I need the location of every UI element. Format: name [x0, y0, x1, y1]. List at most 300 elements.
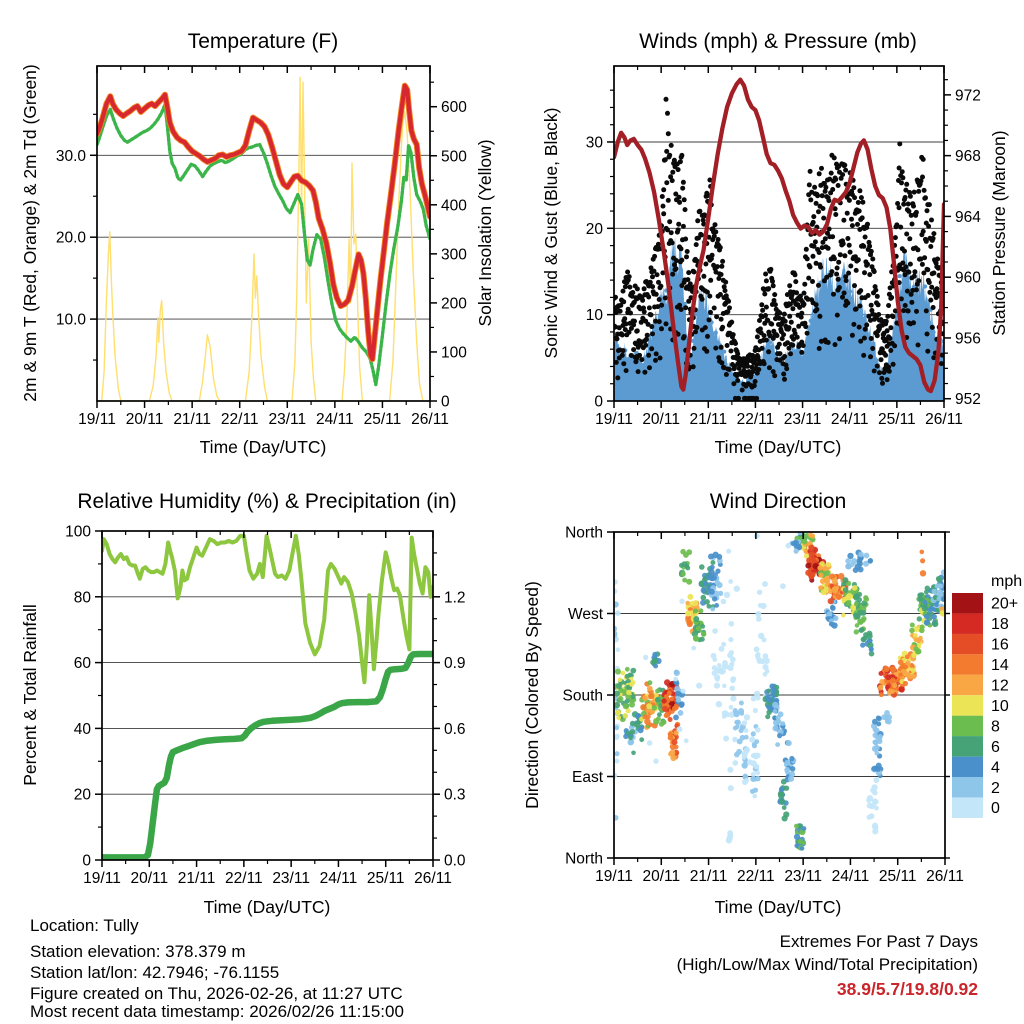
direction-dot: [920, 550, 925, 555]
gust-dot: [679, 258, 684, 263]
tick-label: 600: [441, 99, 467, 117]
direction-dot: [638, 727, 644, 733]
gust-dot: [704, 349, 709, 354]
gust-dot: [679, 307, 684, 312]
gust-dot: [767, 365, 772, 370]
tick-label: 19/11: [78, 411, 116, 428]
direction-dot: [836, 594, 842, 600]
gust-dot: [766, 349, 771, 354]
gust-dot: [667, 153, 672, 158]
gust-dot: [866, 293, 871, 298]
tick-label: 25/11: [878, 868, 917, 885]
gust-dot: [678, 159, 683, 164]
wind-dot: [690, 373, 694, 377]
direction-dot: [785, 543, 791, 549]
gust-dot: [821, 216, 826, 221]
gust-dot: [756, 367, 761, 372]
direction-dot: [798, 839, 803, 844]
gust-dot: [912, 274, 917, 279]
direction-dot: [874, 777, 880, 783]
tick-label: 23/11: [784, 868, 822, 885]
gust-dot: [916, 343, 921, 348]
direction-dot: [625, 667, 630, 672]
gust-dot: [849, 217, 854, 222]
direction-dot: [920, 570, 926, 576]
gust-dot: [682, 197, 687, 202]
gust-dot: [922, 188, 927, 193]
gust-dot: [834, 272, 839, 277]
direction-dot: [648, 693, 654, 699]
direction-dot: [671, 739, 677, 745]
direction-dot: [899, 686, 905, 692]
footer-created: Figure created on Thu, 2026-02-26, at 11:27 UTC: [30, 984, 403, 1003]
gust-dot: [803, 324, 808, 329]
gust-dot: [635, 328, 640, 333]
gust-dot: [923, 195, 928, 200]
direction-dot: [739, 728, 744, 733]
series-total-rainfall: [102, 654, 433, 857]
gust-dot: [816, 209, 821, 214]
direction-dot: [939, 584, 944, 589]
direction-dot: [875, 751, 880, 756]
tick-label: 100: [65, 523, 91, 541]
gust-dot: [783, 319, 788, 324]
gust-dot: [660, 194, 665, 199]
gust-dot: [908, 194, 913, 199]
gust-dot: [703, 262, 708, 267]
direction-dot: [643, 655, 648, 660]
tick-label: 400: [441, 197, 467, 215]
tick-label: 20.0: [55, 229, 86, 247]
wind-dot: [628, 359, 632, 363]
direction-dot: [789, 771, 795, 777]
direction-dot: [774, 693, 779, 698]
direction-dot: [802, 826, 807, 831]
gust-dot: [719, 272, 724, 277]
direction-dot: [653, 758, 658, 763]
gust-dot: [650, 331, 655, 336]
direction-dot: [614, 725, 619, 730]
gust-dot: [762, 333, 767, 338]
direction-dot: [755, 727, 761, 733]
wind-dot: [695, 367, 699, 371]
tick-label: West: [567, 606, 603, 623]
gust-dot: [789, 320, 794, 325]
direction-dot: [905, 672, 911, 678]
footer-timestamp: Most recent data timestamp: 2026/02/26 11:15:00: [30, 1002, 404, 1021]
gust-dot: [929, 218, 934, 223]
direction-dot: [755, 653, 760, 658]
gust-dot: [837, 285, 842, 290]
tick-label: 1.2: [444, 589, 466, 607]
gust-dot: [879, 357, 884, 362]
direction-dot: [766, 710, 771, 715]
tick-label: 22/11: [225, 870, 263, 887]
footer-latlon: Station lat/lon: 42.7946; -76.1155: [30, 963, 280, 982]
gust-dot: [794, 290, 799, 295]
humidity-ylabel-left: Percent & Total Rainfall: [20, 604, 40, 786]
direction-dot: [794, 843, 799, 848]
gust-dot: [842, 253, 847, 258]
direction-dot: [794, 549, 799, 554]
gust-dot: [891, 314, 896, 319]
gust-dot: [753, 379, 758, 384]
gust-dot: [914, 210, 919, 215]
gust-dot: [927, 202, 932, 207]
gust-dot: [845, 301, 850, 306]
gust-dot: [773, 302, 778, 307]
wind-dot: [715, 365, 719, 369]
direction-dot: [892, 683, 897, 688]
direction-dot: [869, 647, 874, 652]
gust-dot: [914, 309, 919, 314]
gust-dot: [716, 237, 721, 242]
direction-dot: [725, 712, 730, 717]
gust-dot: [713, 346, 718, 351]
wind-dot: [908, 339, 912, 343]
direction-dot: [755, 611, 761, 617]
gust-dot: [628, 311, 633, 316]
direction-dot: [777, 733, 782, 738]
gust-dot: [763, 313, 768, 318]
direction-dot: [687, 594, 693, 600]
direction-dot: [808, 545, 814, 551]
direction-dot: [935, 608, 940, 613]
gust-dot: [869, 336, 874, 341]
gust-dot: [830, 187, 835, 192]
gust-dot: [790, 343, 795, 348]
gust-dot: [880, 381, 885, 386]
gust-dot: [637, 353, 642, 358]
gust-dot: [649, 324, 654, 329]
gust-dot: [864, 323, 869, 328]
wind-dot: [632, 369, 636, 373]
gust-dot: [897, 205, 902, 210]
gust-dot: [931, 231, 936, 236]
direction-dot: [615, 610, 621, 616]
direction-dot: [681, 689, 686, 694]
gust-dot: [855, 222, 860, 227]
gust-dot: [646, 353, 651, 358]
gust-dot: [680, 186, 685, 191]
direction-dot: [722, 660, 728, 666]
wind-dir-xlabel: Time (Day/UTC): [714, 897, 842, 917]
direction-dot: [701, 631, 706, 636]
wind-dot: [762, 379, 766, 383]
gust-dot: [655, 272, 660, 277]
direction-dot: [684, 738, 689, 743]
tick-label: 21/11: [689, 868, 728, 885]
direction-dot: [762, 664, 768, 670]
humidity-title: Relative Humidity (%) & Precipitation (in): [77, 490, 457, 513]
gust-dot: [808, 265, 813, 270]
gust-dot: [657, 319, 662, 324]
direction-dot: [623, 734, 628, 739]
tick-label: 0: [82, 852, 91, 870]
direction-dot: [920, 558, 925, 563]
wind-dot: [800, 378, 804, 382]
direction-dot: [890, 689, 895, 694]
wind-dot: [647, 373, 651, 377]
gust-dot: [875, 364, 880, 369]
gust-dot: [664, 97, 669, 102]
direction-dot: [857, 597, 862, 602]
direction-dot: [830, 605, 835, 610]
gust-dot: [713, 229, 718, 234]
wind-dot: [642, 384, 646, 388]
tick-label: 10.0: [55, 311, 86, 329]
wind-dot: [693, 360, 697, 364]
direction-dot: [808, 574, 814, 580]
gust-dot: [886, 303, 891, 308]
gust-dot: [661, 204, 666, 209]
direction-dot: [832, 587, 838, 593]
gust-dot: [713, 222, 718, 227]
gust-dot: [677, 195, 682, 200]
direction-series: [611, 529, 948, 851]
tick-label: 960: [955, 269, 981, 287]
direction-dot: [718, 591, 723, 596]
wind-dot: [916, 300, 920, 304]
direction-dot: [918, 593, 923, 598]
direction-dot: [698, 608, 703, 613]
direction-dot: [625, 699, 630, 704]
direction-dot: [752, 794, 757, 799]
tick-label: 0.9: [444, 655, 466, 673]
direction-dot: [730, 686, 735, 691]
direction-dot: [757, 590, 762, 595]
tick-label: 10: [585, 307, 603, 325]
gust-dot: [872, 369, 877, 374]
gust-dot: [782, 354, 787, 359]
gust-dot: [670, 178, 675, 183]
wind-direction-panel: [562, 525, 963, 886]
gust-dot: [695, 325, 700, 330]
wind-dot: [826, 327, 830, 331]
direction-dot: [843, 587, 849, 593]
direction-dot: [782, 805, 787, 810]
direction-dot: [884, 666, 890, 672]
gust-dot: [654, 292, 659, 297]
gust-dot: [673, 266, 678, 271]
gust-dot: [802, 291, 807, 296]
direction-dot: [922, 605, 928, 611]
gust-dot: [627, 285, 632, 290]
gust-dot: [625, 270, 630, 275]
direction-dot: [841, 613, 846, 618]
wind-dir-ylabel-left: Direction (Colored By Speed): [522, 581, 542, 809]
series-relative-humidity: [102, 536, 433, 682]
gust-dot: [877, 370, 882, 375]
gust-dot: [900, 169, 905, 174]
tick-label: 20/11: [125, 411, 164, 428]
gust-dot: [836, 183, 841, 188]
direction-dot: [879, 692, 884, 697]
gust-dot: [852, 195, 857, 200]
tick-label: 24/11: [316, 411, 354, 428]
gust-dot: [865, 262, 870, 267]
gust-dot: [724, 372, 729, 377]
gust-dot: [930, 325, 935, 330]
gust-dot: [911, 204, 916, 209]
direction-dot: [868, 558, 873, 563]
wind-dot: [917, 317, 921, 321]
direction-dot: [662, 698, 667, 703]
wind-dot: [882, 387, 886, 391]
gust-dot: [915, 247, 920, 252]
wind-dot: [804, 347, 808, 351]
direction-dot: [657, 712, 662, 717]
gust-dot: [772, 373, 777, 378]
gust-dot: [857, 209, 862, 214]
tick-label: 956: [955, 330, 981, 348]
gust-dot: [841, 218, 846, 223]
direction-dot: [734, 586, 740, 592]
direction-dot: [802, 539, 807, 544]
direction-dot: [711, 653, 717, 659]
direction-dot: [651, 705, 657, 711]
wind-dot: [801, 369, 805, 373]
direction-dot: [736, 749, 742, 755]
tick-label: 20/11: [642, 411, 680, 428]
wind-dot: [816, 358, 820, 362]
tick-label: 26/11: [926, 868, 964, 885]
colorbar-label: 4: [991, 759, 1000, 777]
tick-label: East: [571, 769, 603, 786]
gust-dot: [873, 288, 878, 293]
direction-dot: [662, 706, 668, 712]
gust-dot: [833, 177, 838, 182]
extremes-values: 38.9/5.7/19.8/0.92: [836, 979, 978, 999]
gust-dot: [826, 198, 831, 203]
gust-dot: [829, 171, 834, 176]
colorbar-swatch: [952, 695, 983, 715]
gust-dot: [935, 257, 940, 262]
humidity-precip-panel: [65, 524, 466, 888]
gust-dot: [900, 175, 905, 180]
direction-dot: [886, 718, 892, 724]
direction-dot: [714, 683, 720, 689]
wind-dot: [842, 308, 846, 312]
direction-dot: [754, 764, 760, 770]
tick-label: 26/11: [925, 411, 963, 428]
gust-dot: [850, 223, 855, 228]
direction-dot: [712, 575, 717, 580]
gust-dot: [907, 236, 912, 241]
direction-dot: [789, 756, 794, 761]
direction-dot: [676, 697, 681, 702]
direction-dot: [668, 732, 673, 737]
gust-dot: [856, 257, 861, 262]
gust-dot: [793, 272, 798, 277]
gust-dot: [815, 193, 820, 198]
gust-dot: [622, 316, 627, 321]
gust-dot: [854, 268, 859, 273]
wind-dot: [680, 297, 684, 301]
tick-label: 19/11: [83, 870, 121, 887]
gust-dot: [904, 232, 909, 237]
direction-dot: [701, 595, 707, 601]
gust-dot: [842, 163, 847, 168]
gust-dot: [647, 365, 652, 370]
direction-dot: [925, 586, 930, 591]
gust-dot: [857, 188, 862, 193]
direction-dot: [631, 751, 636, 756]
gust-dot: [870, 257, 875, 262]
wind-dot: [848, 289, 852, 293]
direction-dot: [809, 551, 815, 557]
gust-dot: [836, 260, 841, 265]
gust-dot: [823, 236, 828, 241]
gust-dot: [656, 242, 661, 247]
tick-label: 23/11: [268, 411, 307, 428]
gust-dot: [621, 361, 626, 366]
gust-dot: [842, 291, 847, 296]
colorbar-label: 8: [991, 718, 1000, 736]
direction-dot: [857, 558, 863, 564]
gust-dot: [661, 211, 666, 216]
gust-dot: [837, 336, 842, 341]
direction-dot: [656, 716, 661, 721]
gust-dot: [766, 286, 771, 291]
gust-dot: [860, 200, 865, 205]
gust-dot: [615, 336, 620, 341]
temperature-panel: [56, 66, 467, 428]
direction-dot: [862, 636, 867, 641]
gust-dot: [850, 333, 855, 338]
direction-dot: [723, 736, 729, 742]
gust-dot: [903, 303, 908, 308]
gust-dot: [811, 254, 816, 259]
gust-dot: [621, 299, 626, 304]
gust-dot: [802, 282, 807, 287]
direction-dot: [800, 846, 805, 851]
gust-dot: [851, 322, 856, 327]
direction-dot: [642, 696, 647, 701]
gust-dot: [817, 171, 822, 176]
direction-dot: [716, 701, 722, 707]
direction-dot: [786, 740, 792, 746]
direction-dot: [794, 824, 799, 829]
wind-dir-title: Wind Direction: [709, 490, 847, 513]
direction-dot: [872, 799, 878, 805]
direction-dot: [721, 642, 726, 647]
direction-dot: [668, 717, 673, 722]
direction-dot: [744, 728, 749, 733]
direction-dot: [914, 647, 919, 652]
direction-dot: [701, 588, 707, 594]
direction-dot: [924, 614, 930, 620]
gust-dot: [701, 274, 706, 279]
gust-dot: [664, 321, 669, 326]
gust-dot: [700, 297, 705, 302]
gust-dot: [808, 169, 813, 174]
gust-dot: [681, 180, 686, 185]
wind-dot: [625, 375, 629, 379]
direction-dot: [618, 696, 624, 702]
tick-label: 972: [955, 87, 981, 105]
tick-label: 20: [73, 786, 91, 804]
direction-dot: [712, 628, 718, 634]
direction-dot: [696, 683, 702, 689]
gust-dot: [867, 272, 872, 277]
gust-dot: [875, 333, 880, 338]
tick-label: 20/11: [130, 870, 169, 887]
wind-dot: [857, 349, 861, 353]
gust-dot: [650, 284, 655, 289]
gust-dot: [814, 302, 819, 307]
gust-dot: [631, 347, 636, 352]
